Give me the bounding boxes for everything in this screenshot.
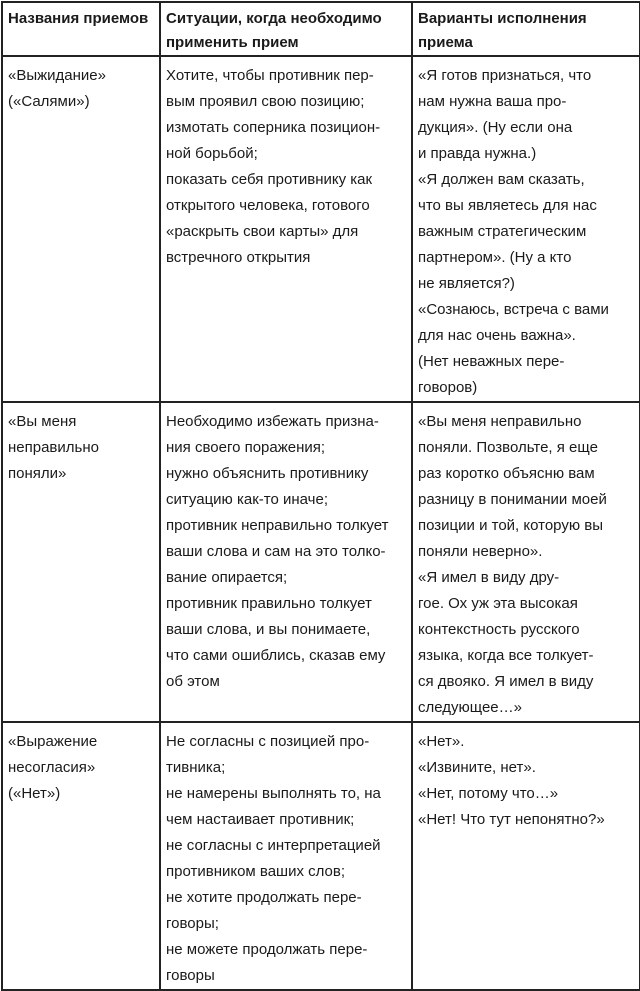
cell-text-line: ситуацию как-то иначе; (166, 491, 328, 508)
cell-text-line: что сами ошиблись, сказав ему (166, 647, 386, 664)
cell-situation (160, 56, 412, 402)
cell-text-line: противник правильно толкует (166, 595, 372, 612)
cell-execution-variant (412, 722, 640, 990)
cell-text-line: партнером». (Ну а кто (418, 249, 572, 266)
table-row (2, 722, 640, 990)
cell-text-line: ной борьбой; (166, 145, 258, 162)
cell-text-line: ваши слова, и вы понимаете, (166, 621, 371, 638)
table-row (2, 56, 640, 402)
cell-execution-variant (412, 56, 640, 402)
cell-text-line: Необходимо избежать призна- (166, 413, 379, 430)
cell-text-line: говоры (166, 967, 215, 984)
cell-text-line: «Нет! Что тут непонятно?» (418, 811, 605, 828)
header-text-line: Варианты исполнения (418, 10, 587, 27)
cell-text-line: «Нет». (418, 733, 465, 750)
cell-text-line: вание опирается; (166, 569, 288, 586)
cell-text-line: об этом (166, 673, 220, 690)
cell-text-line: «Вы меня (8, 413, 77, 430)
cell-text-line: показать себя противнику как (166, 171, 373, 188)
cell-technique-name (2, 722, 160, 990)
cell-text-line: нам нужна ваша про- (418, 93, 567, 110)
cell-text-line: встречного открытия (166, 249, 311, 266)
cell-text-line: «Вы меня неправильно (418, 413, 582, 430)
cell-text-line: тивника; (166, 759, 226, 776)
cell-text-line: не хотите продолжать пере- (166, 889, 362, 906)
cell-text-line: языка, когда все толкует- (418, 647, 594, 664)
cell-text-line: поняли неверно». (418, 543, 543, 560)
column-header-technique-name (2, 2, 160, 56)
cell-text-line: (Нет неважных пере- (418, 353, 565, 370)
cell-text-line: противник неправильно толкует (166, 517, 389, 534)
cell-text-line: открытого человека, готового (166, 197, 370, 214)
cell-text-line: что вы являетесь для нас (418, 197, 597, 214)
cell-text-line: говоров) (418, 379, 478, 396)
cell-text-line: поняли. Позвольте, я еще (418, 439, 598, 456)
cell-text-line: поняли» (8, 465, 67, 482)
cell-text-line: не согласны с интерпретацией (166, 837, 381, 854)
cell-text-line: раз коротко объясню вам (418, 465, 595, 482)
header-text-line: приема (418, 34, 473, 51)
cell-text-line: ния своего поражения; (166, 439, 326, 456)
table-row (2, 402, 640, 722)
cell-text-line: не намерены выполнять то, на (166, 785, 381, 802)
cell-text-line: и правда нужна.) (418, 145, 537, 162)
cell-text-line: «Я имел в виду дру- (418, 569, 560, 586)
cell-text-line: «раскрыть свои карты» для (166, 223, 359, 240)
cell-text-line: Не согласны с позицией про- (166, 733, 370, 750)
cell-text-line: разницу в понимании моей (418, 491, 607, 508)
cell-text-line: контекстность русского (418, 621, 580, 638)
cell-technique-name (2, 56, 160, 402)
header-text-line: Ситуации, когда необходимо (166, 10, 382, 27)
cell-text-line: не можете продолжать пере- (166, 941, 368, 958)
cell-text-line: дукция». (Ну если она (418, 119, 573, 136)
cell-text-line: «Я должен вам сказать, (418, 171, 585, 188)
cell-text-line: гое. Ох уж эта высокая (418, 595, 578, 612)
cell-text-line: «Извините, нет». (418, 759, 536, 776)
cell-text-line: нужно объяснить противнику (166, 465, 369, 482)
cell-text-line: ваши слова и сам на это толко- (166, 543, 386, 560)
cell-text-line: важным стратегическим (418, 223, 587, 240)
cell-technique-name (2, 402, 160, 722)
header-row (2, 2, 640, 56)
cell-text-line: «Выражение (8, 733, 98, 750)
cell-text-line: «Сознаюсь, встреча с вами (418, 301, 609, 318)
cell-text-line: позиции и той, которую вы (418, 517, 604, 534)
cell-text-line: измотать соперника позицион- (166, 119, 381, 136)
cell-text-line: не является?) (418, 275, 515, 292)
cell-text-line: для нас очень важна». (418, 327, 576, 344)
cell-situation (160, 722, 412, 990)
cell-text-line: Хотите, чтобы противник пер- (166, 67, 374, 84)
column-header-situation (160, 2, 412, 56)
cell-text-line: ся двояко. Я имел в виду (418, 673, 594, 690)
cell-text-line: («Салями») (8, 93, 90, 110)
cell-text-line: («Нет») (8, 785, 61, 802)
cell-text-line: «Выжидание» (8, 67, 106, 84)
cell-execution-variant (412, 402, 640, 722)
header-text-line: применить прием (166, 34, 299, 51)
cell-text-line: чем настаивает противник; (166, 811, 355, 828)
header-text-line: Названия приемов (8, 10, 149, 27)
cell-text-line: «Я готов признаться, что (418, 67, 592, 84)
cell-text-line: следующее…» (418, 699, 522, 716)
cell-situation (160, 402, 412, 722)
cell-text-line: несогласия» (8, 759, 96, 776)
cell-text-line: говоры; (166, 915, 219, 932)
cell-text-line: вым проявил свою позицию; (166, 93, 365, 110)
techniques-table (1, 1, 640, 991)
cell-text-line: противником ваших слов; (166, 863, 346, 880)
column-header-execution-variant (412, 2, 640, 56)
cell-text-line: неправильно (8, 439, 99, 456)
cell-text-line: «Нет, потому что…» (418, 785, 559, 802)
